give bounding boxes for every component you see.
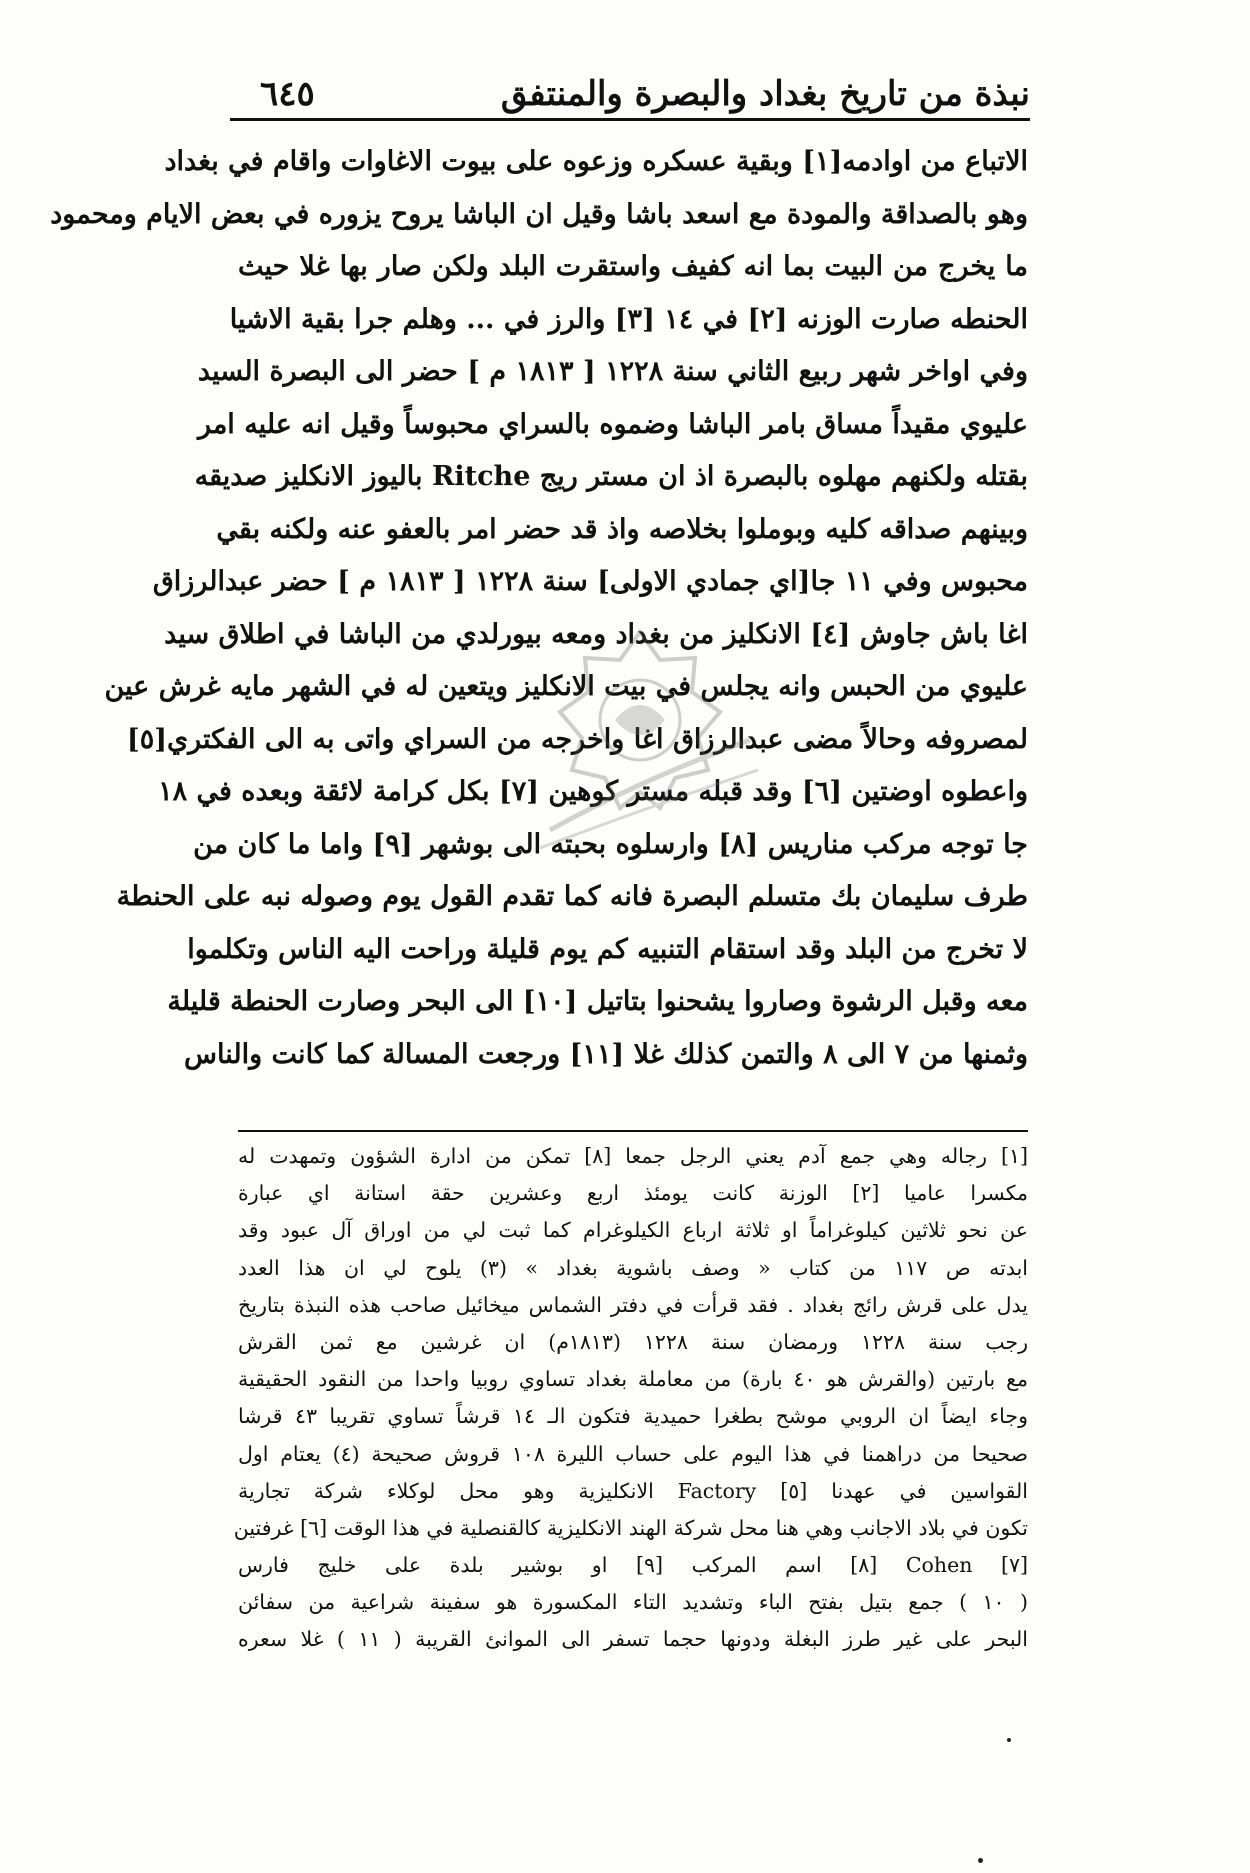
footnote-line: ابدته ص ١١٧ من كتاب « وصف باشوية بغداد » (٣) يلوح لي ان هذا العدد [238,1255,1028,1280]
scan-speck [978,1858,983,1863]
footnote-line: مع بارتين (والقرش هو ٤٠ بارة) من معاملة بغداد تساوي روبيا واحدا من النقود الحقيقية [238,1367,1028,1392]
footnote-line: عن نحو ثلاثين كيلوغراماً او ثلاثة ارباع الكيلوغرام كما ثبت لي من اوراق آل عبود وقد [238,1218,1028,1243]
text-line: معه وقبل الرشوة وصاروا يشحنوا بتاتيل [١٠] الى البحر وصارت الحنطة قليلة [167,986,1028,1017]
text-line: ما يخرج من البيت بما انه كفيف واستقرت البلد ولكن صار بها غلا حيث [238,251,1028,282]
text-line: وبينهم صداقه كليه وبوملوا بخلاصه واذ قد حضر امر بالعفو عنه ولكنه بقي [216,513,1028,545]
text-line: طرف سليمان بك متسلم البصرة فانه كما تقدم القول يوم وصوله نبه على الحنطة [116,881,1028,912]
text-line: بقتله ولكنهم مهلوه بالبصرة اذ ان مستر ريج Ritche باليوز الانكليز صديقه [194,461,1028,492]
footnote-line: ( ١٠ ) جمع بتيل بفتح الباء وتشديد التاء المكسورة هو سفينة شراعية من سفائن [238,1590,1028,1615]
main-text-block [50,136,1028,1081]
footnote-line: البحر على غير طرز البغلة ودونها حجما تسفر الى الموانئ القريبة ( ١١ ) غلا سعره [238,1627,1029,1652]
footnote-line: وجاء ايضاً ان الروبي موشح بطغرا حميدية فتكون الـ ١٤ قرشاً تساوي تقريبا ٤٣ قرشا [238,1404,1028,1429]
text-line: محبوس وفي ١١ جا[اي جمادي الاولى] سنة ١٢٢٨ [ ١٨١٣ م ] حضر عبدالرزاق [152,566,1028,597]
text-line: جا توجه مركب مناريس [٨] وارسلوه بحبته الى بوشهر [٩] واما ما كان من [193,828,1028,860]
running-header [230,70,1030,122]
text-line: عليوي من الحبس وانه يجلس في بيت الانكليز ويتعين له في الشهر مايه غرش عين [104,671,1028,702]
footnote-line: رجب سنة ١٢٢٨ ورمضان سنة ١٢٢٨ (١٨١٣م) ان غرشين مع ثمن القرش [238,1329,1028,1354]
footnote-line: مكسرا عاميا [٢] الوزنة كانت يومئذ اربع وعشرين حقة استانة اي عبارة [238,1181,1028,1206]
text-line: الحنطه صارت الوزنه [٢] في ١٤ [٣] والرز في ... وهلم جرا بقية الاشيا [229,303,1028,335]
text-line: لا تخرج من البلد وقد استقام التنبيه كم يوم قليلة وراحت اليه الناس وتكلموا [187,933,1028,965]
text-line: لمصروفه وحالاً مضى عبدالرزاق اغا واخرجه من السراي واتى به الى الفكتري[٥] [126,723,1028,755]
footnote-line: صحيحا من دراهمنا في هذا اليوم على حساب الليرة ١٠٨ قروش صحيحة (٤) يعتام اول [238,1441,1028,1466]
text-line: وثمنها من ٧ الى ٨ والتمن كذلك غلا [١١] ورجعت المسالة كما كانت والناس [184,1038,1028,1070]
text-line: واعطوه اوضتين [٦] وقد قبله مستر كوهين [٧] بكل كرامة لائقة وبعده في ١٨ [158,776,1028,807]
footnote-line: يدل على قرش رائج بغداد . فقد قرأت في دفتر الشماس ميخائيل صاحب هذه النبذة بتاريخ [238,1292,1028,1317]
page-number: ٦٤٥ [260,74,315,114]
footnote-line: القواسين في عهدنا [٥] Factory الانكليزية وهو محل لوكلاء شركة تجارية [238,1478,1028,1503]
text-line: الاتباع من اوادمه[١] وبقية عسكره وزعوه على بيوت الاغاوات واقام في بغداد [164,146,1028,177]
text-line: عليوي مقيداً مساق بامر الباشا وضموه بالسراي محبوساً وقيل انه عليه امر [197,408,1028,440]
footnote-line: [٧] Cohen [٨] اسم المركب [٩] او بوشير بلدة على خليج فارس [238,1553,1029,1578]
text-line: وفي اواخر شهر ربيع الثاني سنة ١٢٢٨ [ ١٨١٣ م ] حضر الى البصرة السيد [197,356,1028,387]
library-seal-watermark [520,620,760,850]
footnote-line: [١] رجاله وهي جمع آدم يعني الرجل جمعا [٨] تمكن من ادارة الشؤون وتمهدت له [238,1144,1028,1168]
footnote-divider [238,1130,1028,1132]
text-line: اغا باش جاوش [٤] الانكليز من بغداد ومعه بيورلدي من الباشا في اطلاق سيد [164,618,1028,650]
scan-speck [1007,1738,1011,1742]
text-line: وهو بالصداقة والمودة مع اسعد باشا وقيل ان الباشا يروح يزوره في بعض الايام ومحمود [50,198,1028,230]
footnotes-block [233,1138,1029,1659]
page-title: نبذة من تاريخ بغداد والبصرة والمنتفق [500,74,1030,114]
footnote-line: تكون في بلاد الاجانب وهي هنا محل شركة الهند الانكليزية كالقنصلية في هذا الوقت [٦] غرفتين [233,1515,1028,1540]
header-divider [230,118,1030,121]
